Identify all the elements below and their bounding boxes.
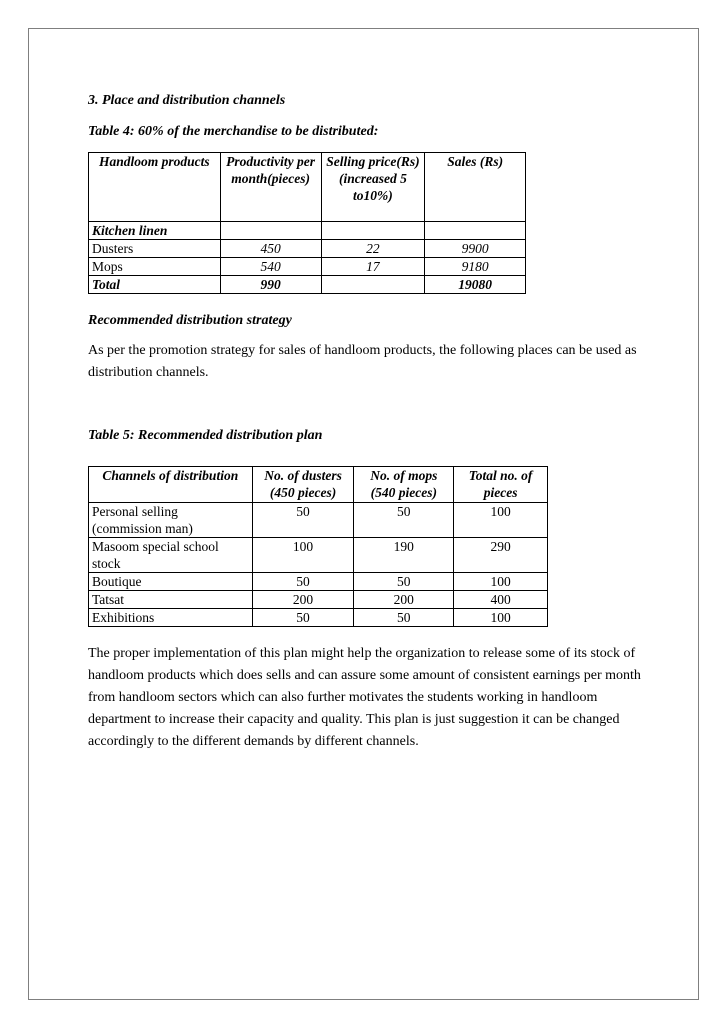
table5-caption: Table 5: Recommended distribution plan xyxy=(88,428,323,443)
productivity-cell: 450 xyxy=(220,240,321,258)
table5-header-cell: No. of mops (540 pieces) xyxy=(354,467,454,503)
mops-cell: 190 xyxy=(354,538,454,573)
table4-category-cell: Kitchen linen xyxy=(89,222,221,240)
table-row xyxy=(89,591,548,609)
table4-header-cell: Sales (Rs) xyxy=(425,153,526,222)
channel-cell: Boutique xyxy=(89,573,253,591)
total-label-cell: Total xyxy=(89,276,221,294)
channel-cell: Personal selling (commission man) xyxy=(89,503,253,538)
productivity-cell: 540 xyxy=(220,258,321,276)
total-price-cell xyxy=(321,276,425,294)
table-row xyxy=(89,573,548,591)
total-sales-cell: 19080 xyxy=(425,276,526,294)
dusters-cell: 50 xyxy=(252,609,354,627)
channel-cell: Tatsat xyxy=(89,591,253,609)
section-title: 3. Place and distribution channels xyxy=(88,93,286,108)
table4 xyxy=(88,152,526,294)
table-row xyxy=(89,538,548,573)
table4-header-cell: Handloom products xyxy=(89,153,221,222)
channel-cell: Masoom special school stock xyxy=(89,538,253,573)
total-cell: 400 xyxy=(454,591,548,609)
dusters-cell: 100 xyxy=(252,538,354,573)
mops-cell: 50 xyxy=(354,573,454,591)
table5-header-row xyxy=(89,467,548,503)
table5-header-cell: Total no. of pieces xyxy=(454,467,548,503)
mops-cell: 50 xyxy=(354,609,454,627)
total-cell: 100 xyxy=(454,609,548,627)
table-row xyxy=(89,258,526,276)
product-cell: Mops xyxy=(89,258,221,276)
total-cell: 100 xyxy=(454,503,548,538)
price-cell: 17 xyxy=(321,258,425,276)
table4-caption: Table 4: 60% of the merchandise to be distributed: xyxy=(88,124,379,139)
table-row xyxy=(89,222,526,240)
empty-cell xyxy=(425,222,526,240)
total-cell: 100 xyxy=(454,573,548,591)
table4-header-cell: Productivity per month(pieces) xyxy=(220,153,321,222)
conclusion-text: The proper implementation of this plan might help the organization to release some of its stock of handloom products which does sells and can assure some amount of consistent earnings per month from handloom sectors which can also further motivates the students working in handloom department to increase their capacity and quality. This plan is just suggestion it can be changed accordingly to the different demands by different channels. xyxy=(88,646,641,749)
table-row xyxy=(89,240,526,258)
price-cell: 22 xyxy=(321,240,425,258)
strategy-text: As per the promotion strategy for sales of handloom products, the following places can be used as distribution channels. xyxy=(88,343,637,380)
dusters-cell: 50 xyxy=(252,573,354,591)
table5-header-cell: No. of dusters (450 pieces) xyxy=(252,467,354,503)
dusters-cell: 200 xyxy=(252,591,354,609)
table4-header-row xyxy=(89,153,526,222)
empty-cell xyxy=(220,222,321,240)
table5 xyxy=(88,466,548,627)
total-cell: 290 xyxy=(454,538,548,573)
empty-cell xyxy=(321,222,425,240)
table-row xyxy=(89,609,548,627)
table4-header-cell: Selling price(Rs) (increased 5 to10%) xyxy=(321,153,425,222)
sales-cell: 9900 xyxy=(425,240,526,258)
product-cell: Dusters xyxy=(89,240,221,258)
total-productivity-cell: 990 xyxy=(220,276,321,294)
sales-cell: 9180 xyxy=(425,258,526,276)
mops-cell: 200 xyxy=(354,591,454,609)
mops-cell: 50 xyxy=(354,503,454,538)
table-row xyxy=(89,503,548,538)
dusters-cell: 50 xyxy=(252,503,354,538)
table-row xyxy=(89,276,526,294)
table5-header-cell: Channels of distribution xyxy=(89,467,253,503)
strategy-heading: Recommended distribution strategy xyxy=(88,313,292,328)
channel-cell: Exhibitions xyxy=(89,609,253,627)
